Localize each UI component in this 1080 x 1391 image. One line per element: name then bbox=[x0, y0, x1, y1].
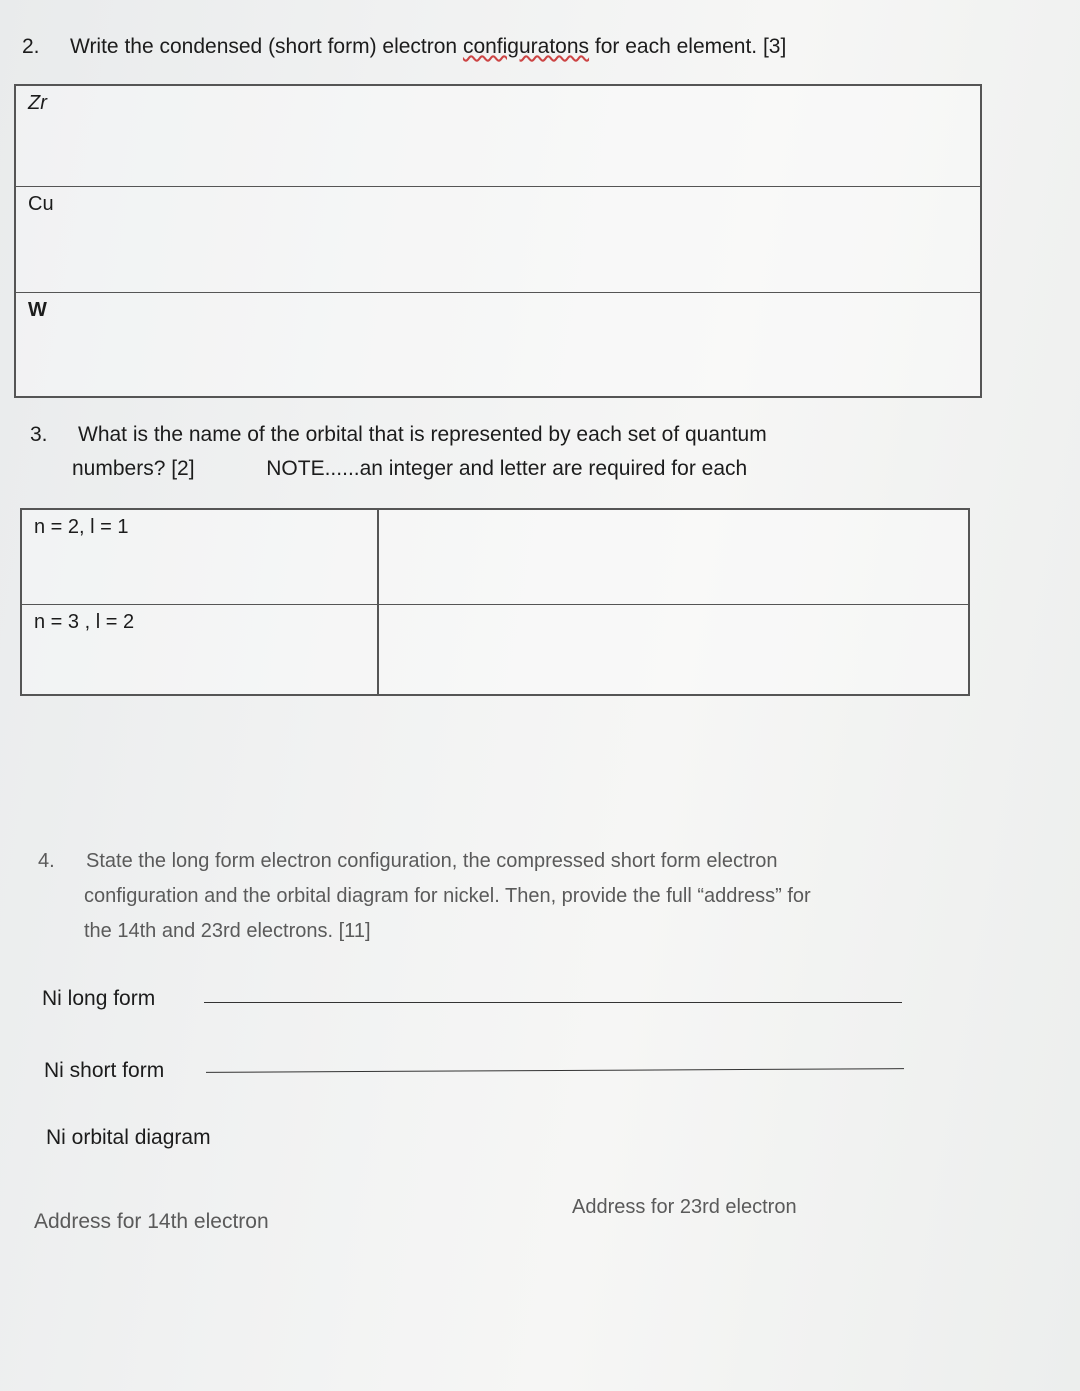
ni-short-form-answer-line[interactable] bbox=[206, 1068, 904, 1073]
table-row-w[interactable] bbox=[16, 292, 980, 396]
question-3-note: NOTE......an integer and letter are required for each bbox=[266, 457, 748, 480]
question-3-table bbox=[20, 508, 970, 696]
table-row-zr[interactable] bbox=[16, 86, 980, 186]
question-4-line-3: the 14th and 23rd electrons. [11] bbox=[84, 920, 371, 942]
ni-orbital-diagram-label: Ni orbital diagram bbox=[46, 1126, 211, 1149]
question-3-number: 3. bbox=[30, 423, 48, 446]
element-label-w: W bbox=[28, 299, 47, 321]
ni-short-form-label: Ni short form bbox=[44, 1059, 165, 1082]
question-2-prompt bbox=[22, 30, 1042, 64]
question-2-text-a: Write the condensed (short form) electron bbox=[70, 35, 463, 58]
question-4-line-2: configuration and the orbital diagram for nickel. Then, provide the full “address” for bbox=[84, 885, 811, 907]
element-label-cu: Cu bbox=[28, 193, 54, 215]
question-4-line-1: State the long form electron configuration, the compressed short form electron bbox=[86, 850, 778, 872]
quantum-label-2: n = 3 , l = 2 bbox=[34, 611, 135, 633]
answer-cell-2[interactable] bbox=[379, 606, 968, 694]
address-23rd-label: Address for 23rd electron bbox=[572, 1196, 797, 1218]
question-2-misspelled-word: configuratons bbox=[462, 35, 590, 58]
quantum-label-1: n = 2, l = 1 bbox=[34, 516, 129, 538]
question-3-line-2-marks: numbers? [2] bbox=[72, 457, 195, 480]
address-14th-label: Address for 14th electron bbox=[34, 1210, 269, 1233]
answer-cell-1[interactable] bbox=[379, 510, 968, 604]
ni-long-form-label: Ni long form bbox=[42, 987, 156, 1010]
question-4-number: 4. bbox=[38, 850, 55, 872]
question-2-number: 2. bbox=[22, 35, 40, 58]
element-label-zr: Zr bbox=[28, 92, 47, 114]
question-3-line-1: What is the name of the orbital that is represented by each set of quantum bbox=[78, 423, 767, 446]
question-4-prompt bbox=[38, 844, 1038, 949]
table-row-cu[interactable] bbox=[16, 186, 980, 292]
question-2-table bbox=[14, 84, 982, 398]
question-3-prompt bbox=[30, 418, 1030, 486]
question-2-text-b: for each element. [3] bbox=[589, 35, 787, 58]
ni-long-form-answer-line[interactable] bbox=[204, 1002, 902, 1003]
